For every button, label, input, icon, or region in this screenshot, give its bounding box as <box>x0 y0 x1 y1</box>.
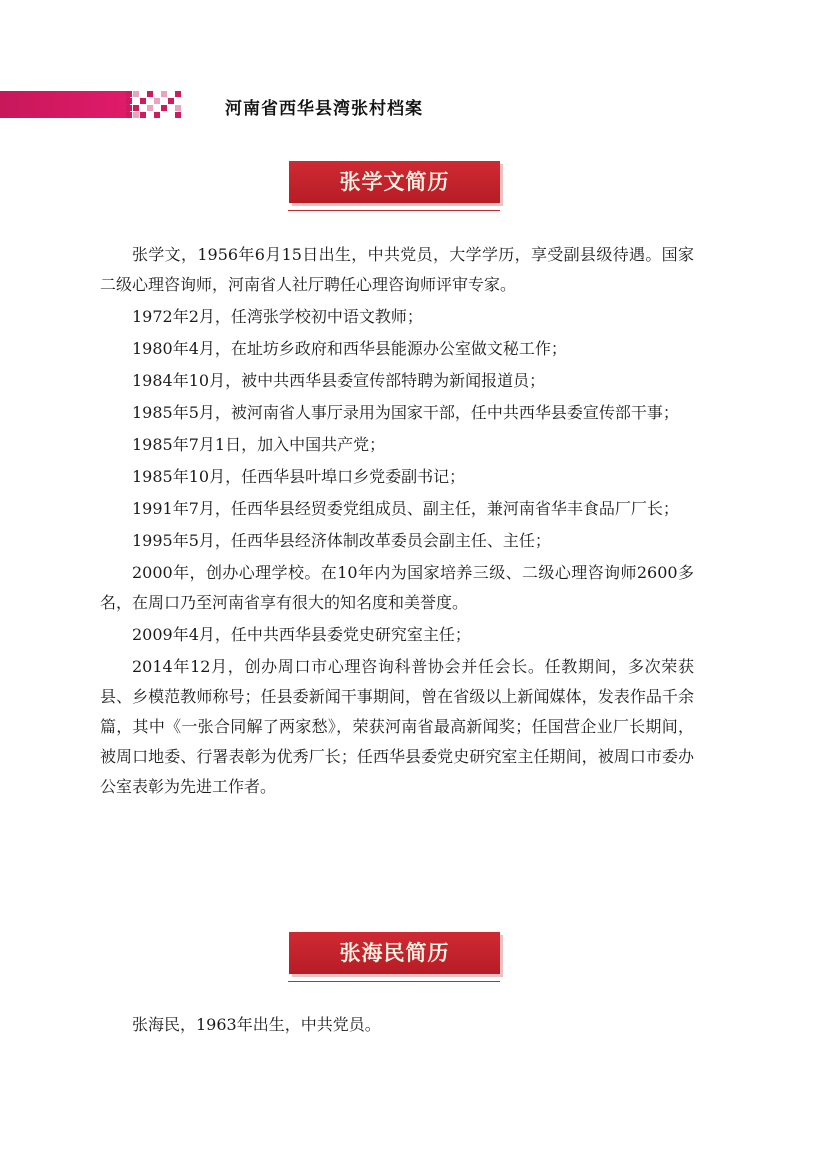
paragraph: 1985年5月，被河南省人事厅录用为国家干部，任中共西华县委宣传部干事； <box>132 403 679 422</box>
paragraph: 张学文，1956年6月15日出生，中共党员，大学学历，享受副县级待遇。国家二级心理咨询师，河南省人社厅聘任心理咨询师评审专家。 <box>100 245 694 294</box>
paragraph: 1995年5月，任西华县经济体制改革委员会副主任、主任； <box>132 531 551 550</box>
section-heading-zhang-haimin: 张海民简历 <box>289 932 500 974</box>
header-pixel-pattern <box>126 91 186 118</box>
paragraph: 1985年10月，任西华县叶埠口乡党委副书记； <box>132 467 466 486</box>
archive-title: 河南省西华县湾张村档案 <box>225 99 423 119</box>
paragraph: 1991年7月，任西华县经贸委党组成员、副主任，兼河南省华丰食品厂厂长； <box>132 499 679 518</box>
header-accent-band <box>0 91 130 118</box>
paragraph: 1972年2月，任湾张学校初中语文教师； <box>132 307 423 326</box>
paragraph: 2014年12月，创办周口市心理咨询科普协会并任会长。任教期间，多次荣获县、乡模范教师称号；任县委新闻干事期间，曾在省级以上新闻媒体，发表作品千余篇，其中《一张合同解了两家愁》，荣获河南省最高新闻奖；任国营企业厂长期间，被周口地委、行署表彰为优秀厂长；任西华县委党史研究室主任期间，被周口市委办公室表彰为先进工作者。 <box>100 657 694 796</box>
section-heading-zhang-xuewen: 张学文简历 <box>289 161 500 203</box>
paragraph: 张海民，1963年出生，中共党员。 <box>132 1015 381 1034</box>
section-heading-rule <box>288 981 500 982</box>
section-body-zhang-xuewen <box>100 240 694 804</box>
paragraph: 1985年7月1日，加入中国共产党； <box>132 435 386 454</box>
section-heading-rule <box>288 210 500 211</box>
paragraph: 2009年4月，任中共西华县委党史研究室主任； <box>132 625 471 644</box>
paragraph: 1980年4月，在址坊乡政府和西华县能源办公室做文秘工作； <box>132 339 567 358</box>
paragraph: 1984年10月，被中共西华县委宣传部特聘为新闻报道员； <box>132 371 546 390</box>
paragraph: 2000年，创办心理学校。在10年内为国家培养三级、二级心理咨询师2600多名，在周口乃至河南省享有很大的知名度和美誉度。 <box>100 563 694 612</box>
section-body-zhang-haimin <box>100 1010 694 1042</box>
